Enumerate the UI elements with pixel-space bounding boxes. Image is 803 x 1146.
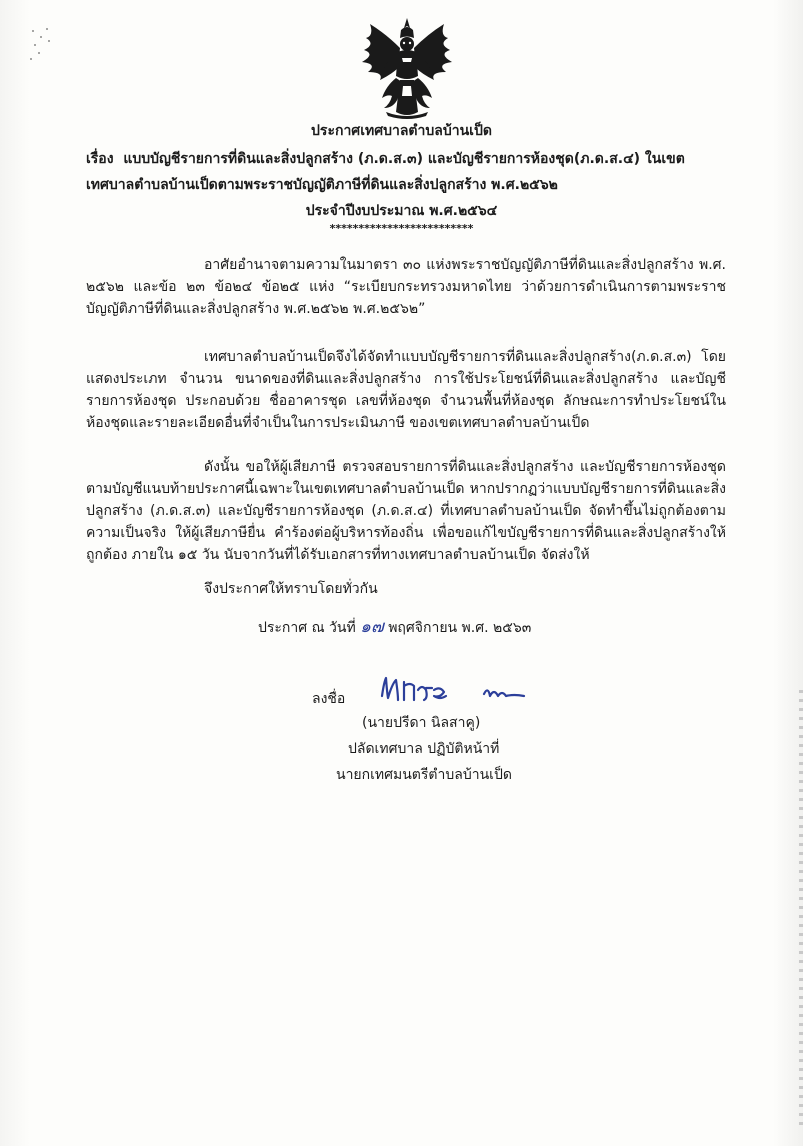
handwritten-day: ๑๗ (360, 617, 384, 637)
subject-line-1 (86, 148, 726, 170)
signatory-name: (นายปรีดา นิลสาคู) (362, 715, 481, 731)
separator-stars: ************************* (329, 222, 474, 235)
closing-text: จึงประกาศให้ทราบโดยทั่วกัน (204, 581, 378, 597)
paragraph-3 (86, 456, 726, 566)
paragraph-2 (86, 346, 726, 434)
subject-line-2: เทศบาลตำบลบ้านเป็ดตามพระราชบัญญัติภาษีที่ดินและสิ่งปลูกสร้าง พ.ศ.๒๕๖๒ (86, 177, 558, 193)
date-prefix: ประกาศ ณ วันที่ (258, 620, 356, 636)
paragraph-2-text: เทศบาลตำบลบ้านเป็ดจึงได้จัดทำแบบบัญชีรายการที่ดินและสิ่งปลูกสร้าง(ภ.ด.ส.๓) โดยแสดงประเภท จำนวน ขนาดของที่ดินและสิ่งปลูกสร้าง การใช้ประโยชน์ที่ดินและสิ่งปลูกสร้าง และบัญชีรายการห้องชุด ประกอบด้วย ชื่ออาคารชุด เลขที่ห้องชุด จำนวนพื้นที่ห้องชุด ลักษณะการทำประโยชน์ในห้องชุดและรายละเอียดอื่นที่จำเป็นในการประเมินภาษี ของเขตเทศบาลตำบลบ้านเป็ด (86, 349, 726, 431)
paragraph-3-text: ดังนั้น ขอให้ผู้เสียภาษี ตรวจสอบรายการที่ดินและสิ่งปลูกสร้าง และบัญชีรายการห้องชุด ตามบัญชีแนบท้ายประกาศนี้เฉพาะในเขตเทศบาลตำบลบ้านเป็ด หากปรากฏว่าแบบบัญชีรายการที่ดินและสิ่งปลูกสร้าง (ภ.ด.ส.๓) และบัญชีรายการห้องชุด (ภ.ด.ส.๔) ที่เทศบาลตำบลบ้านเป็ด จัดทำขึ้นไม่ถูกต้องตามความเป็นจริง ให้ผู้เสียภาษียื่น คำร้องต่อผู้บริหารท้องถิ่น เพื่อขอแก้ไขบัญชีรายการที่ดินและสิ่งปลูกสร้างให้ถูกต้อง ภายใน ๑๕ วัน นับจากวันที่ได้รับเอกสารที่ทางเทศบาลตำบลบ้านเป็ด จัดส่งให้ (86, 459, 726, 563)
subject-text-1: แบบบัญชีรายการที่ดินและสิ่งปลูกสร้าง (ภ.ด.ส.๓) และบัญชีรายการห้องชุด(ภ.ด.ส.๔) ในเขต (123, 151, 685, 167)
date-line (258, 616, 531, 639)
paragraph-1-text: อาศัยอำนาจตามความในมาตรา ๓๐ แห่งพระราชบัญญัติภาษีที่ดินและสิ่งปลูกสร้าง พ.ศ. ๒๕๖๒ และข้อ ๒๓ ข้อ๒๔ ข้อ๒๕ แห่ง “ระเบียบกระทรวงมหาดไทย ว่าด้วยการดำเนินการตามพระราชบัญญัติภาษีที่ดินและสิ่งปลูกสร้าง พ.ศ.๒๕๖๒ พ.ศ.๒๕๖๒” (86, 257, 726, 317)
paragraph-1 (86, 254, 726, 320)
garuda-emblem-icon (356, 16, 458, 120)
fiscal-year: ประจำปีงบประมาณ พ.ศ.๒๕๖๔ (305, 203, 498, 219)
announcement-title: ประกาศเทศบาลตำบลบ้านเป็ด (311, 123, 492, 139)
scan-edge-marks (799, 690, 803, 1130)
signatory-position-2: นายกเทศมนตรีตำบลบ้านเป็ด (336, 767, 512, 783)
subject-label: เรื่อง (86, 151, 114, 167)
signatory-position-1: ปลัดเทศบาล ปฏิบัติหน้าที่ (348, 741, 500, 757)
signature-label: ลงชื่อ (312, 691, 346, 707)
date-suffix: พฤศจิกายน พ.ศ. ๒๕๖๓ (388, 620, 532, 636)
handwritten-signature (374, 672, 538, 712)
